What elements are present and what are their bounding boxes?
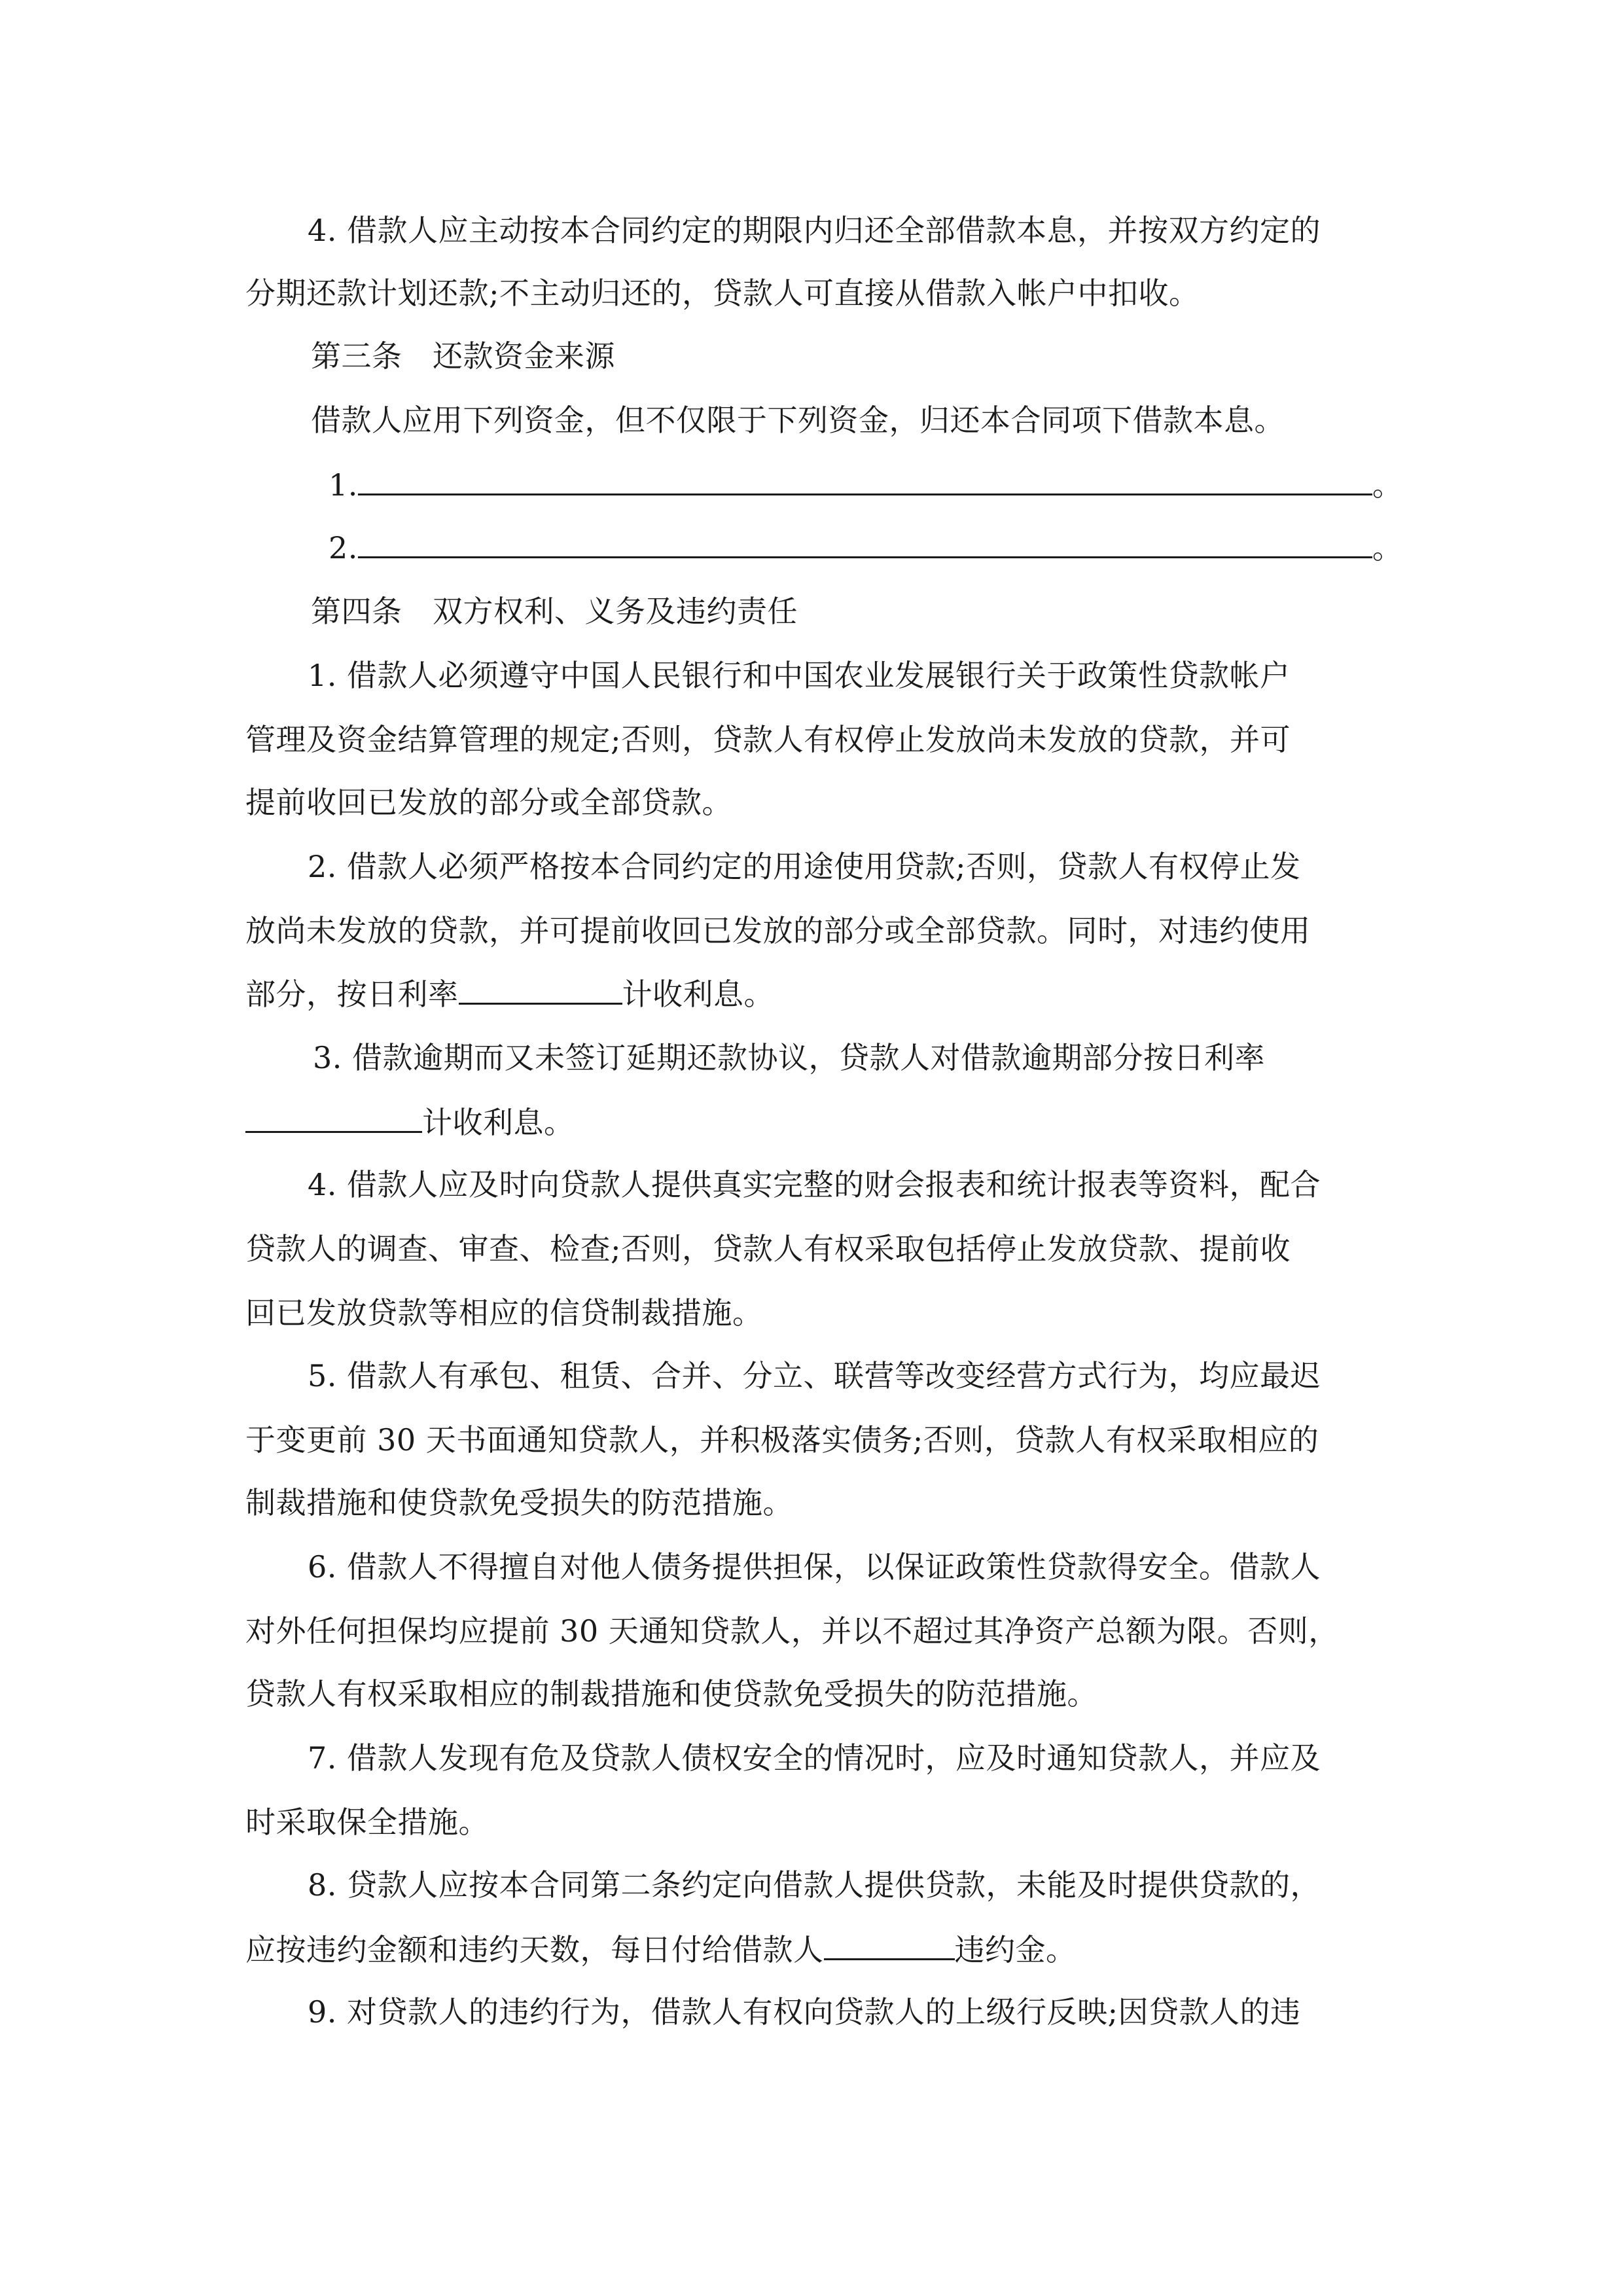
section-heading: 第三条 还款资金来源: [311, 338, 615, 374]
paragraph-line: [245, 1102, 575, 1142]
blank-field[interactable]: [824, 1929, 955, 1960]
paragraph-line: 于变更前 30 天书面通知贷款人，并积极落实债务;否则，贷款人有权采取相应的: [245, 1422, 1319, 1458]
line-end: 。: [1372, 467, 1403, 503]
paragraph-line: 2. 借款人必须严格按本合同约定的用途使用贷款;否则，贷款人有权停止发: [308, 849, 1301, 884]
blank-field[interactable]: [459, 974, 622, 1005]
text-segment: 计收利息。: [622, 977, 774, 1012]
paragraph-line: 4. 借款人应及时向贷款人提供真实完整的财会报表和统计报表等资料，配合: [308, 1167, 1321, 1202]
paragraph-line: 7. 借款人发现有危及贷款人债权安全的情况时，应及时通知贷款人，并应及: [308, 1740, 1321, 1776]
paragraph-line: 回已发放贷款等相应的信贷制裁措施。: [245, 1295, 763, 1331]
paragraph-line: 6. 借款人不得擅自对他人债务提供担保，以保证政策性贷款得安全。借款人: [308, 1549, 1321, 1585]
paragraph-line: 1. 借款人必须遵守中国人民银行和中国农业发展银行关于政策性贷款帐户: [308, 658, 1291, 693]
paragraph-line: 制裁措施和使贷款免受损失的防范措施。: [245, 1485, 793, 1520]
paragraph-line: 借款人应用下列资金，但不仅限于下列资金，归还本合同项下借款本息。: [311, 403, 1285, 438]
fill-in-line-1: [329, 465, 1402, 505]
paragraph-line: 分期还款计划还款;不主动归还的，贷款人可直接从借款入帐户中扣收。: [245, 276, 1200, 311]
blank-field[interactable]: [245, 1102, 422, 1133]
text-segment: 部分，按日利率: [245, 977, 459, 1012]
paragraph-line: 3. 借款逾期而又未签订延期还款协议，贷款人对借款逾期部分按日利率: [313, 1040, 1266, 1075]
text-segment: 应按违约金额和违约天数，每日付给借款人: [245, 1932, 824, 1967]
paragraph-line: 贷款人的调查、审查、检查;否则，贷款人有权采取包括停止发放贷款、提前收: [245, 1231, 1291, 1266]
paragraph-line: 对外任何担保均应提前 30 天通知贷款人，并以不超过其净资产总额为限。否则，: [245, 1613, 1339, 1649]
paragraph-line: 8. 贷款人应按本合同第二条约定向借款人提供贷款，未能及时提供贷款的，: [308, 1867, 1321, 1903]
paragraph-line: [245, 974, 774, 1014]
item-number: 2.: [329, 530, 358, 565]
paragraph-line: 放尚未发放的贷款，并可提前收回已发放的部分或全部贷款。同时，对违约使用: [245, 913, 1311, 948]
paragraph-line: 4. 借款人应主动按本合同约定的期限内归还全部借款本息，并按双方约定的: [308, 213, 1321, 248]
blank-field[interactable]: [358, 465, 1372, 495]
item-number: 1.: [329, 467, 358, 503]
paragraph-line: 贷款人有权采取相应的制裁措施和使贷款免受损失的防范措施。: [245, 1676, 1097, 1712]
paragraph-line: 时采取保全措施。: [245, 1804, 489, 1840]
paragraph-line: 5. 借款人有承包、租赁、合并、分立、联营等改变经营方式行为，均应最迟: [308, 1358, 1321, 1393]
paragraph-line: 管理及资金结算管理的规定;否则，贷款人有权停止发放尚未发放的贷款，并可: [245, 722, 1291, 757]
text-segment: 违约金。: [954, 1932, 1077, 1967]
text-segment: 计收利息。: [422, 1105, 575, 1140]
paragraph-line: 9. 对贷款人的违约行为，借款人有权向贷款人的上级行反映;因贷款人的违: [308, 1994, 1301, 2030]
paragraph-line: [245, 1929, 1077, 1969]
line-end: 。: [1372, 530, 1403, 565]
blank-field[interactable]: [358, 528, 1372, 558]
section-heading: 第四条 双方权利、义务及违约责任: [311, 594, 798, 629]
fill-in-line-2: [329, 528, 1402, 567]
paragraph-line: 提前收回已发放的部分或全部贷款。: [245, 785, 732, 820]
